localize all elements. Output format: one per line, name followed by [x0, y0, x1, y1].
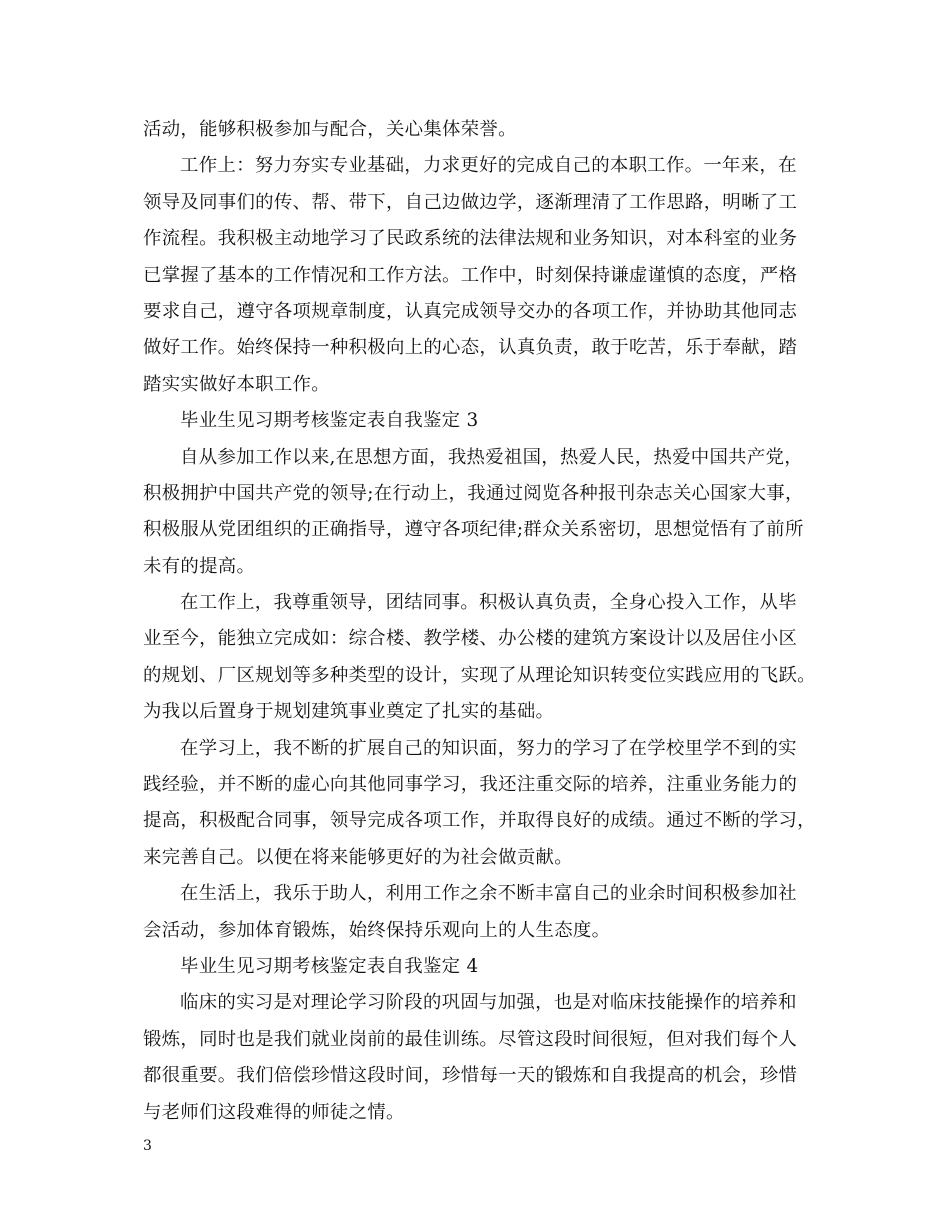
text-line: 自从参加工作以来,在思想方面，我热爱祖国，热爱人民，热爱中国共产党， [180, 446, 803, 468]
text-line: 已掌握了基本的工作情况和工作方法。工作中，时刻保持谦虚谨慎的态度，严格 [143, 264, 798, 286]
text-line: 活动，能够积极参加与配合，关心集体荣誉。 [143, 119, 517, 140]
text-line: 踏实实做好本职工作。 [143, 373, 330, 395]
text-line: 领导及同事们的传、帮、带下，自己边做边学，逐渐理清了工作思路，明晰了工 [143, 191, 798, 213]
text-line: 做好工作。始终保持一种积极向上的心态，认真负责，敢于吃苦，乐于奉献，踏 [143, 337, 798, 359]
text-line: 积极拥护中国共产党的领导;在行动上，我通过阅览各种报刊杂志关心国家大事， [143, 482, 804, 504]
text-line: 工作上：努力夯实专业基础，力求更好的完成自己的本职工作。一年来，在 [180, 155, 797, 177]
text-line: 锻炼，同时也是我们就业岗前的最佳训练。尽管这段时间很短，但对我们每个人 [143, 1028, 798, 1050]
text-line: 业至今，能独立完成如：综合楼、教学楼、办公楼的建筑方案设计以及居住小区 [143, 628, 798, 650]
document-body [143, 112, 819, 1131]
text-line: 临床的实习是对理论学习阶段的巩固与加强，也是对临床技能操作的培养和 [180, 992, 797, 1014]
text-line: 的规划、厂区规划等多种类型的设计，实现了从理论知识转变位实践应用的飞跃。 [143, 664, 816, 686]
text-line: 为我以后置身于规划建筑事业奠定了扎实的基础。 [143, 701, 555, 723]
text-line: 践经验，并不断的虚心向其他同事学习，我还注重交际的培养，注重业务能力的 [143, 774, 798, 796]
page-number: 3 [143, 1138, 152, 1154]
text-line: 与老师们这段难得的师徒之情。 [143, 1101, 405, 1123]
text-line: 积极服从党团组织的正确指导，遵守各项纪律;群众关系密切，思想觉悟有了前所 [143, 519, 804, 541]
text-line: 来完善自己。以便在将来能够更好的为社会做贡献。 [143, 846, 573, 868]
text-line: 在工作上，我尊重领导，团结同事。积极认真负责，全身心投入工作，从毕 [180, 592, 797, 614]
text-line: 作流程。我积极主动地学习了民政系统的法律法规和业务知识，对本科室的业务 [143, 228, 798, 250]
text-line: 未有的提高。 [143, 555, 256, 577]
text-line: 都很重要。我们倍偿珍惜这段时间，珍惜每一天的锻炼和自我提高的机会，珍惜 [143, 1065, 798, 1087]
text-line: 会活动，参加体育锻炼，始终保持乐观向上的人生态度。 [143, 919, 611, 941]
text-line: 毕业生见习期考核鉴定表自我鉴定 4 [180, 955, 479, 977]
text-line: 在生活上，我乐于助人，利用工作之余不断丰富自己的业余时间积极参加社 [180, 883, 797, 905]
text-line: 毕业生见习期考核鉴定表自我鉴定 3 [180, 410, 479, 432]
text-line: 提高，积极配合同事，领导完成各项工作，并取得良好的成绩。通过不断的学习， [143, 810, 816, 832]
text-line: 在学习上，我不断的扩展自己的知识面，努力的学习了在学校里学不到的实 [180, 737, 797, 759]
text-line: 要求自己，遵守各项规章制度，认真完成领导交办的各项工作，并协助其他同志 [143, 300, 798, 322]
